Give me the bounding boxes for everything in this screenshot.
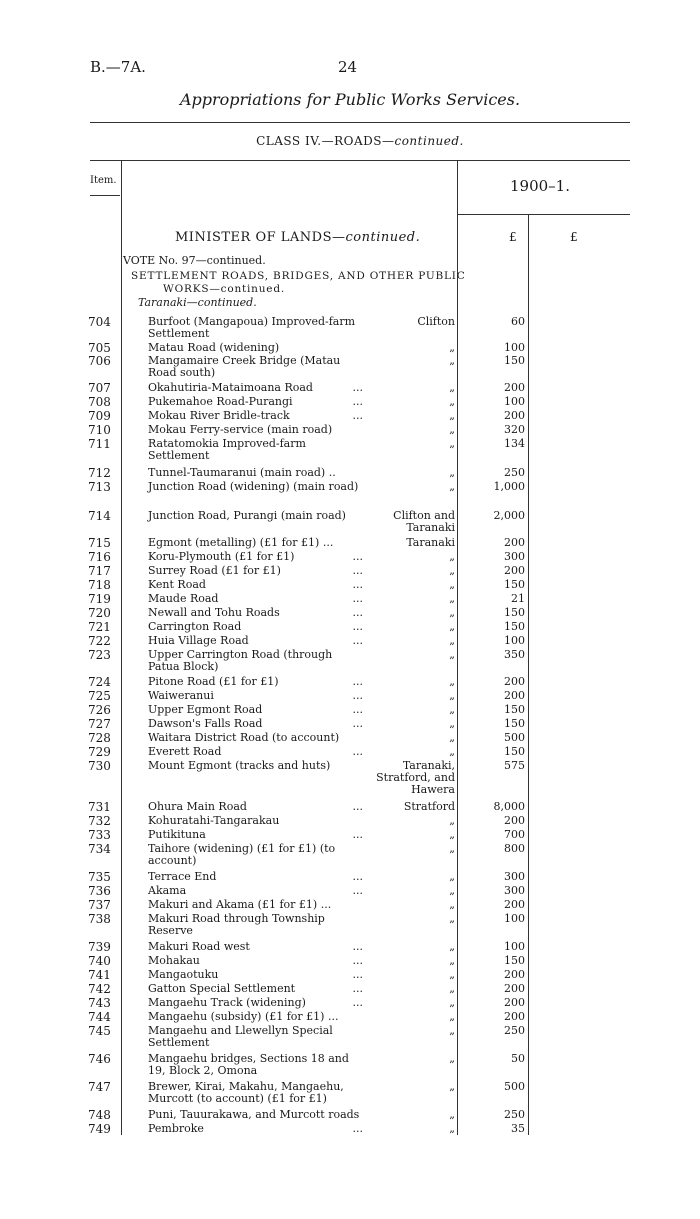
district-name: „ [449, 1052, 455, 1065]
work-name: Akama [148, 884, 187, 897]
district-name: „ [449, 395, 455, 408]
work-name: Mangamaire Creek Bridge (Matau Road south) [148, 354, 341, 379]
work-name: Mangaehu and Llewellyn Special Settlement [148, 1024, 333, 1049]
item-number: 735 [88, 870, 111, 884]
district-name: „ [449, 423, 455, 436]
work-name: Junction Road, Purangi (main road) [148, 509, 346, 522]
amount: 100 [504, 341, 525, 354]
district-name: „ [449, 354, 455, 367]
item-number: 718 [88, 578, 111, 592]
amount: 150 [504, 620, 525, 633]
leader-dots: ... [352, 982, 363, 995]
amount: 134 [504, 437, 525, 450]
item-number: 734 [88, 842, 111, 856]
item-number: 746 [88, 1052, 111, 1066]
item-number: 745 [88, 1024, 111, 1038]
document-reference: B.—7A. [90, 58, 146, 76]
amount: 200 [504, 814, 525, 827]
leader-dots: ... [352, 968, 363, 981]
item-number: 709 [88, 409, 111, 423]
leader-dots: ... [352, 954, 363, 967]
district-name: „ [449, 1024, 455, 1037]
settlement-heading-line2: WORKS—continued. [163, 283, 285, 295]
district-name: „ [449, 703, 455, 716]
item-number: 725 [88, 689, 111, 703]
district-name: „ [449, 634, 455, 647]
district-name: „ [449, 996, 455, 1009]
work-name: Carrington Road [148, 620, 242, 633]
work-name: Puni, Tauurakawa, and Murcott roads [148, 1108, 360, 1121]
district-name: Taranaki, Stratford, and Hawera [376, 759, 455, 796]
item-number: 724 [88, 675, 111, 689]
district-name: „ [449, 409, 455, 422]
amount: 300 [504, 870, 525, 883]
work-name: Taihore (widening) (£1 for £1) (to account) [148, 842, 336, 867]
amount: 800 [504, 842, 525, 855]
amount: 575 [504, 759, 525, 772]
district-name: „ [449, 1122, 455, 1135]
amount: 250 [504, 466, 525, 479]
work-name: Egmont (metalling) (£1 for £1) ... [148, 536, 334, 549]
work-name: Ohura Main Road [148, 800, 247, 813]
district-name: Taranaki [406, 536, 455, 549]
page-number: 24 [338, 58, 358, 76]
item-number: 715 [88, 536, 111, 550]
minister-heading [175, 230, 420, 245]
work-name: Upper Egmont Road [148, 703, 263, 716]
item-number: 707 [88, 381, 111, 395]
work-name: Dawson's Falls Road [148, 717, 263, 730]
minister-continued: continued. [345, 230, 421, 245]
district-name: „ [449, 592, 455, 605]
amount: 100 [504, 940, 525, 953]
leader-dots: ... [352, 884, 363, 897]
minister-text: MINISTER OF LANDS— [175, 230, 346, 245]
district-name: „ [449, 912, 455, 925]
leader-dots: ... [352, 717, 363, 730]
district-name: „ [449, 689, 455, 702]
leader-dots: ... [352, 381, 363, 394]
amount: 2,000 [493, 509, 525, 522]
amount: 200 [504, 564, 525, 577]
item-number: 729 [88, 745, 111, 759]
item-number: 711 [88, 437, 111, 451]
item-number: 737 [88, 898, 111, 912]
work-name: Putikituna [148, 828, 206, 841]
amount: 200 [504, 982, 525, 995]
item-number: 719 [88, 592, 111, 606]
item-number: 723 [88, 648, 111, 662]
item-number: 744 [88, 1010, 111, 1024]
district-name: „ [449, 437, 455, 450]
district-name: „ [449, 466, 455, 479]
work-name: Kohuratahi-Tangarakau [148, 814, 280, 827]
class-title [90, 134, 630, 148]
work-name: Makuri and Akama (£1 for £1) ... [148, 898, 332, 911]
district-name: „ [449, 982, 455, 995]
work-name: Koru-Plymouth (£1 for £1) [148, 550, 295, 563]
leader-dots: ... [352, 1122, 363, 1135]
amount: 200 [504, 675, 525, 688]
amount: 200 [504, 689, 525, 702]
amount: 200 [504, 996, 525, 1009]
item-number: 748 [88, 1108, 111, 1122]
work-name: Mohakau [148, 954, 200, 967]
district-name: Clifton [417, 315, 455, 328]
amount: 500 [504, 1080, 525, 1093]
vote-heading: VOTE No. 97—continued. [123, 254, 266, 267]
amount: 150 [504, 954, 525, 967]
year-column-header: 1900–1. [510, 177, 570, 195]
amount: 350 [504, 648, 525, 661]
class-title-text: CLASS IV.—ROADS— [256, 134, 395, 148]
district-name: „ [449, 1080, 455, 1093]
district-name: „ [449, 814, 455, 827]
district-name: „ [449, 675, 455, 688]
work-name: Mangaotuku [148, 968, 219, 981]
currency-symbol-1: £ [509, 230, 517, 244]
district-heading: Taranaki—continued. [138, 296, 257, 309]
work-name: Surrey Road (£1 for £1) [148, 564, 281, 577]
district-name: „ [449, 480, 455, 493]
district-name: „ [449, 648, 455, 661]
amount: 100 [504, 912, 525, 925]
district-name: „ [449, 828, 455, 841]
item-number: 736 [88, 884, 111, 898]
work-name: Brewer, Kirai, Makahu, Mangaehu, Murcott (to account) (£1 for £1) [148, 1080, 344, 1105]
item-number: 738 [88, 912, 111, 926]
district-name: „ [449, 884, 455, 897]
district-name: „ [449, 842, 455, 855]
district-name: Stratford [403, 800, 455, 813]
leader-dots: ... [352, 996, 363, 1009]
amount: 150 [504, 578, 525, 591]
item-number: 712 [88, 466, 111, 480]
table-top-rule [90, 160, 630, 161]
work-name: Mount Egmont (tracks and huts) [148, 759, 331, 772]
item-number: 742 [88, 982, 111, 996]
amount: 700 [504, 828, 525, 841]
leader-dots: ... [352, 620, 363, 633]
amount: 200 [504, 1010, 525, 1023]
leader-dots: ... [352, 395, 363, 408]
amount: 200 [504, 968, 525, 981]
work-name: Pitone Road (£1 for £1) [148, 675, 279, 688]
leader-dots: ... [352, 550, 363, 563]
item-number: 714 [88, 509, 111, 523]
amount: 100 [504, 395, 525, 408]
amount: 35 [511, 1122, 525, 1135]
amount: 8,000 [493, 800, 525, 813]
district-name: „ [449, 620, 455, 633]
settlement-heading-line1: SETTLEMENT ROADS, BRIDGES, AND OTHER PUBLIC [131, 270, 466, 282]
amount: 50 [511, 1052, 525, 1065]
amount: 60 [511, 315, 525, 328]
work-name: Makuri Road west [148, 940, 250, 953]
amount: 150 [504, 745, 525, 758]
currency-symbol-2: £ [570, 230, 578, 244]
work-name: Junction Road (widening) (main road) [148, 480, 359, 493]
leader-dots: ... [352, 564, 363, 577]
district-name: „ [449, 898, 455, 911]
item-head-rule [90, 195, 120, 196]
amount: 100 [504, 634, 525, 647]
title-rule [90, 122, 630, 123]
work-name: Kent Road [148, 578, 206, 591]
amount: 320 [504, 423, 525, 436]
item-number: 749 [88, 1122, 111, 1136]
district-name: „ [449, 717, 455, 730]
item-number: 747 [88, 1080, 111, 1094]
work-name: Burfoot (Mangapoua) Improved-farm Settlement [148, 315, 356, 340]
leader-dots: ... [352, 578, 363, 591]
item-number: 705 [88, 341, 111, 355]
work-name: Everett Road [148, 745, 222, 758]
work-name: Gatton Special Settlement [148, 982, 296, 995]
amount: 500 [504, 731, 525, 744]
work-name: Newall and Tohu Roads [148, 606, 280, 619]
leader-dots: ... [352, 870, 363, 883]
work-name: Waiweranui [148, 689, 214, 702]
item-number: 731 [88, 800, 111, 814]
leader-dots: ... [352, 828, 363, 841]
work-name: Maude Road [148, 592, 219, 605]
item-number: 740 [88, 954, 111, 968]
amount: 300 [504, 884, 525, 897]
district-name: „ [449, 745, 455, 758]
district-name: „ [449, 968, 455, 981]
amount: 150 [504, 354, 525, 367]
work-name: Mangaehu bridges, Sections 18 and 19, Block 2, Omona [148, 1052, 349, 1077]
item-number: 727 [88, 717, 111, 731]
district-name: „ [449, 550, 455, 563]
work-name: Pukemahoe Road-Purangi [148, 395, 293, 408]
work-name: Upper Carrington Road (through Patua Block) [148, 648, 333, 673]
amount-column-divider [457, 160, 458, 1135]
item-number: 716 [88, 550, 111, 564]
leader-dots: ... [352, 409, 363, 422]
work-name: Mangaehu (subsidy) (£1 for £1) ... [148, 1010, 339, 1023]
item-number: 730 [88, 759, 111, 773]
item-number: 722 [88, 634, 111, 648]
work-name: Mokau River Bridle-track [148, 409, 290, 422]
district-name: „ [449, 341, 455, 354]
leader-dots: ... [352, 634, 363, 647]
work-name: Mokau Ferry-service (main road) [148, 423, 333, 436]
amount: 200 [504, 409, 525, 422]
leader-dots: ... [352, 606, 363, 619]
work-name: Huia Village Road [148, 634, 249, 647]
district-name: „ [449, 954, 455, 967]
item-number: 726 [88, 703, 111, 717]
work-name: Matau Road (widening) [148, 341, 280, 354]
amount: 200 [504, 536, 525, 549]
item-number: 721 [88, 620, 111, 634]
page-title: Appropriations for Public Works Services. [179, 90, 521, 109]
leader-dots: ... [352, 940, 363, 953]
item-number: 710 [88, 423, 111, 437]
leader-dots: ... [352, 745, 363, 758]
item-number: 728 [88, 731, 111, 745]
item-number: 732 [88, 814, 111, 828]
district-name: „ [449, 564, 455, 577]
amount: 21 [511, 592, 525, 605]
leader-dots: ... [352, 689, 363, 702]
amount: 300 [504, 550, 525, 563]
item-number: 717 [88, 564, 111, 578]
district-name: „ [449, 1010, 455, 1023]
leader-dots: ... [352, 800, 363, 813]
work-name: Okahutiria-Mataimoana Road [148, 381, 313, 394]
amount: 250 [504, 1108, 525, 1121]
amount: 200 [504, 898, 525, 911]
work-name: Ratatomokia Improved-farm Settlement [148, 437, 306, 462]
district-name: „ [449, 606, 455, 619]
item-number: 739 [88, 940, 111, 954]
item-column-header: Item. [90, 175, 117, 186]
class-title-continued: continued. [394, 134, 464, 148]
amount: 150 [504, 606, 525, 619]
item-number: 720 [88, 606, 111, 620]
district-name: „ [449, 731, 455, 744]
district-name: „ [449, 578, 455, 591]
work-name: Tunnel-Taumaranui (main road) .. [148, 466, 336, 479]
amount: 250 [504, 1024, 525, 1037]
item-number: 741 [88, 968, 111, 982]
item-number: 743 [88, 996, 111, 1010]
item-number: 733 [88, 828, 111, 842]
work-name: Mangaehu Track (widening) [148, 996, 306, 1009]
item-number: 708 [88, 395, 111, 409]
leader-dots: ... [352, 592, 363, 605]
district-name: „ [449, 870, 455, 883]
amount: 150 [504, 717, 525, 730]
second-amount-divider [528, 215, 529, 1135]
work-name: Waitara District Road (to account) [148, 731, 340, 744]
amount: 200 [504, 381, 525, 394]
district-name: „ [449, 381, 455, 394]
year-head-rule [458, 214, 630, 215]
amount: 1,000 [493, 480, 525, 493]
district-name: „ [449, 940, 455, 953]
district-name: „ [449, 1108, 455, 1121]
amount: 150 [504, 703, 525, 716]
work-name: Pembroke [148, 1122, 204, 1135]
district-name: Clifton and Taranaki [393, 509, 455, 534]
item-number: 704 [88, 315, 111, 329]
item-number: 713 [88, 480, 111, 494]
leader-dots: ... [352, 675, 363, 688]
work-name: Terrace End [148, 870, 217, 883]
leader-dots: ... [352, 703, 363, 716]
item-number: 706 [88, 354, 111, 368]
work-name: Makuri Road through Township Reserve [148, 912, 325, 937]
